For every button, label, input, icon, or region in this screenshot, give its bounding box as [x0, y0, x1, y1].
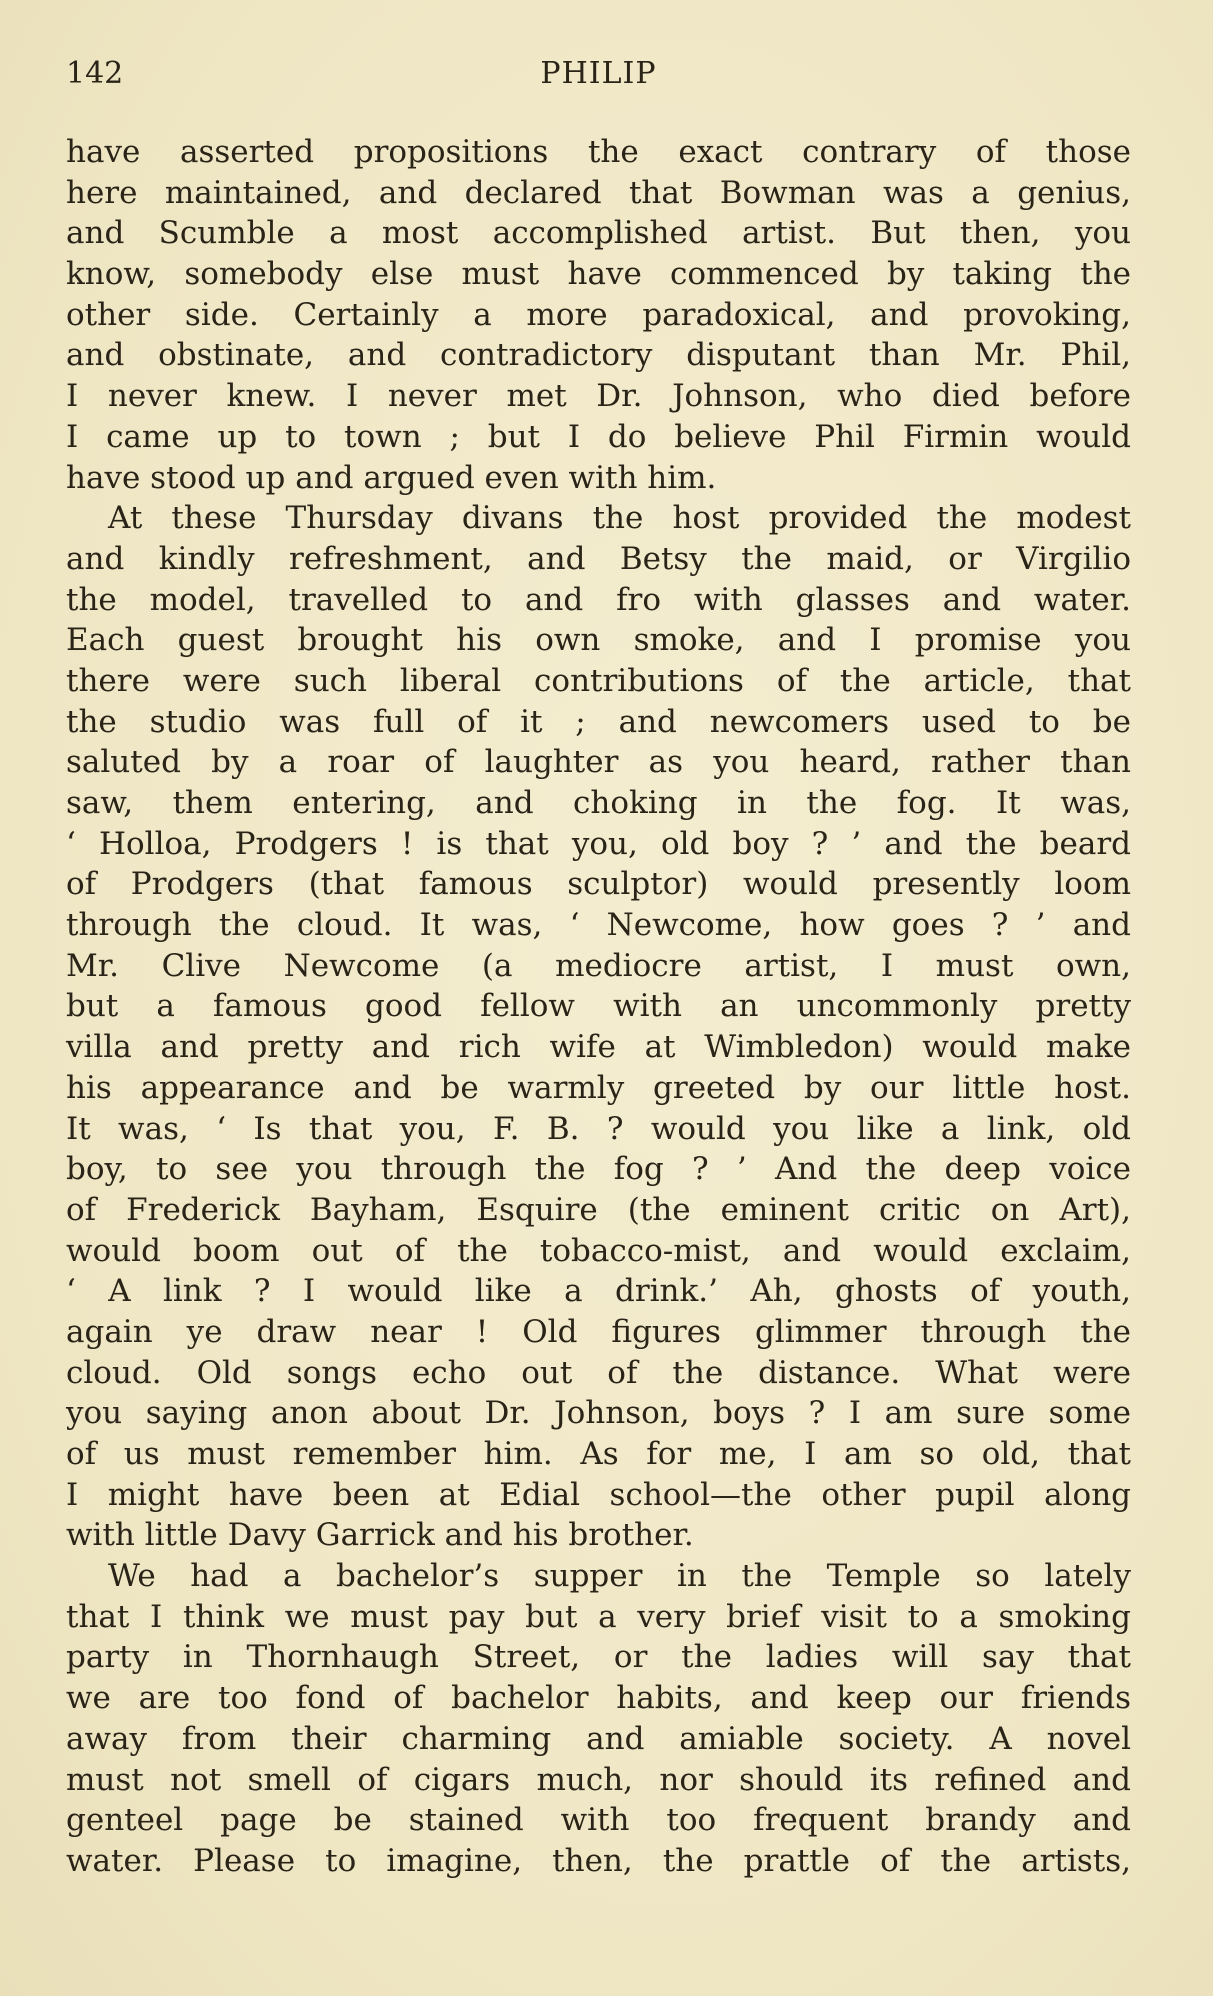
text-line: we are too fond of bachelor habits, and keep our friends	[66, 1680, 1131, 1717]
text-line: I came up to town ; but I do believe Phil Firmin would	[66, 418, 1131, 455]
text-line: other side. Certainly a more paradoxical, and provoking,	[66, 296, 1131, 333]
text-line: We had a bachelor’s supper in the Temple so lately	[108, 1558, 1131, 1595]
running-head: PHILIP	[540, 56, 657, 91]
text-line: the studio was full of it ; and newcomers used to be	[66, 703, 1131, 740]
text-line: It was, ‘ Is that you, F. B. ? would you like a link, old	[66, 1110, 1131, 1147]
paragraph	[66, 132, 1131, 498]
text-line: cloud. Old songs echo out of the distance. What were	[66, 1354, 1131, 1391]
page-header	[66, 56, 1131, 98]
text-line: ‘ Holloa, Prodgers ! is that you, old boy ? ’ and the beard	[66, 825, 1131, 862]
paragraph	[66, 498, 1131, 1556]
text-line: At these Thursday divans the host provided the modest	[108, 500, 1131, 537]
text-line: of Prodgers (that famous sculptor) would presently loom	[66, 866, 1131, 903]
text-line: that I think we must pay but a very brief visit to a smoking	[66, 1598, 1131, 1635]
text-line: villa and pretty and rich wife at Wimbledon) would make	[66, 1029, 1131, 1066]
text-line: genteel page be stained with too frequent brandy and	[66, 1802, 1131, 1839]
text-line: saw, them entering, and choking in the fog. It was,	[66, 785, 1131, 821]
paragraph	[66, 1556, 1131, 1882]
text-line: through the cloud. It was, ‘ Newcome, how goes ? ’ and	[66, 907, 1131, 944]
text-line: have asserted propositions the exact contrary of those	[66, 134, 1131, 170]
text-line: there were such liberal contributions of the article, that	[66, 662, 1131, 699]
text-line: have stood up and argued even with him.	[66, 459, 717, 496]
text-line: again ye draw near ! Old figures glimmer through the	[66, 1313, 1131, 1350]
text-line: here maintained, and declared that Bowman was a genius,	[66, 174, 1131, 211]
text-line: Mr. Clive Newcome (a mediocre artist, I must own,	[66, 947, 1131, 984]
text-line: water. Please to imagine, then, the prattle of the artists,	[66, 1842, 1131, 1879]
text-line: and obstinate, and contradictory disputant than Mr. Phil,	[66, 337, 1131, 374]
text-line: party in Thornhaugh Street, or the ladies will say that	[66, 1639, 1131, 1676]
text-line: ‘ A link ? I would like a drink.’ Ah, ghosts of youth,	[66, 1273, 1131, 1310]
text-line: and Scumble a most accomplished artist. But then, you	[66, 215, 1131, 252]
text-line: I never knew. I never met Dr. Johnson, who died before	[66, 378, 1131, 415]
text-line: of us must remember him. As for me, I am so old, that	[66, 1436, 1131, 1472]
text-line: with little Davy Garrick and his brother.	[66, 1517, 694, 1554]
text-line: saluted by a roar of laughter as you heard, rather than	[66, 744, 1131, 781]
text-line: must not smell of cigars much, nor should its refined and	[66, 1761, 1131, 1798]
text-line: the model, travelled to and fro with glasses and water.	[66, 581, 1131, 618]
text-line: boy, to see you through the fog ? ’ And the deep voice	[66, 1151, 1131, 1188]
text-line: away from their charming and amiable society. A novel	[66, 1720, 1131, 1757]
page-number: 142	[66, 56, 124, 91]
text-line: but a famous good fellow with an uncommonly pretty	[66, 988, 1131, 1025]
text-line: would boom out of the tobacco-mist, and would exclaim,	[66, 1232, 1131, 1269]
text-line: you saying anon about Dr. Johnson, boys ? I am sure some	[66, 1395, 1131, 1432]
text-line: of Frederick Bayham, Esquire (the eminent critic on Art),	[66, 1191, 1131, 1228]
body-text	[66, 132, 1131, 1882]
text-line: I might have been at Edial school—the other pupil along	[66, 1476, 1131, 1513]
text-line: know, somebody else must have commenced by taking the	[66, 256, 1131, 293]
text-line: his appearance and be warmly greeted by our little host.	[66, 1069, 1131, 1106]
text-line: Each guest brought his own smoke, and I promise you	[66, 622, 1131, 659]
text-line: and kindly refreshment, and Betsy the maid, or Virgilio	[66, 540, 1131, 577]
